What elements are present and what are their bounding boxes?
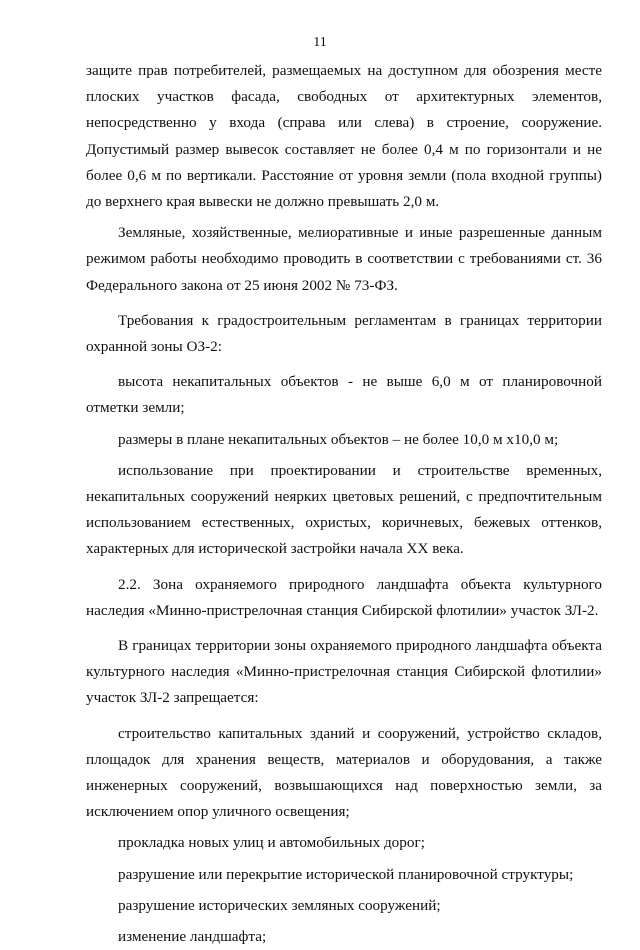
paragraph-oz2-requirements: Требования к градостроительным регламентам в границах территории охранной зоны ОЗ-2: — [86, 311, 602, 356]
section-heading-2-2: 2.2. Зона охраняемого природного ландшафта объекта культурного наследия «Минно-пристрелочная станция Сибирской флотилии» участок ЗЛ-2. — [86, 575, 602, 619]
document-body — [86, 58, 602, 950]
list-item-planning-structure: разрушение или перекрытие исторической планировочной структуры; — [118, 865, 574, 883]
list-item-height-limit: высота некапитальных объектов - не выше 6,0 м от планировочной отметки земли; — [86, 373, 602, 417]
list-item-capital-construction: строительство капитальных зданий и сооружений, устройство складов, площадок для хранения веществ, материалов и оборудования, а также инженерных сооружений, возвышающихся над поверхностью земли, за исключением опор уличного освещения; — [86, 724, 602, 821]
paragraph-earthworks: Земляные, хозяйственные, мелиоративные и иные разрешенные данным режимом работы необходимо проводить в соответствии с требованиями ст. 36 Федерального закона от 25 июня 2002 № 73-ФЗ. — [86, 224, 602, 294]
list-item-earthen-structures: разрушение исторических земляных сооружений; — [118, 896, 441, 914]
page-number: 11 — [313, 35, 327, 50]
list-item-landscape-change: изменение ландшафта; — [118, 928, 267, 946]
paragraph-zl2-prohibitions: В границах территории зоны охраняемого природного ландшафта объекта культурного наследия «Минно-пристрелочная станция Сибирской флотилии» участок ЗЛ-2 запрещается: — [86, 637, 602, 707]
list-item-new-roads: прокладка новых улиц и автомобильных дорог; — [118, 834, 425, 852]
list-item-plan-size: размеры в плане некапитальных объектов – не более 10,0 м х10,0 м; — [118, 430, 559, 448]
paragraph-signage-continuation: защите прав потребителей, размещаемых на доступном для обозрения месте плоских участков фасада, свободных от архитектурных элементов, непосредственно у входа (справа или слева) в строение, сооружение. Допустимый размер вывесок составляет не более 0,4 м по горизонтали и не более 0,6 м по вертикали. Расстояние от уровня земли (пола входной группы) до верхнего края вывески не должно превышать 2,0 м. — [86, 62, 602, 211]
list-item-color-solutions: использование при проектировании и строительстве временных, некапитальных сооружений неярких цветовых решений, с предпочтительным использованием естественных, охристых, коричневых, бежевых оттенков, характерных для исторической застройки начала XX века. — [86, 461, 602, 558]
